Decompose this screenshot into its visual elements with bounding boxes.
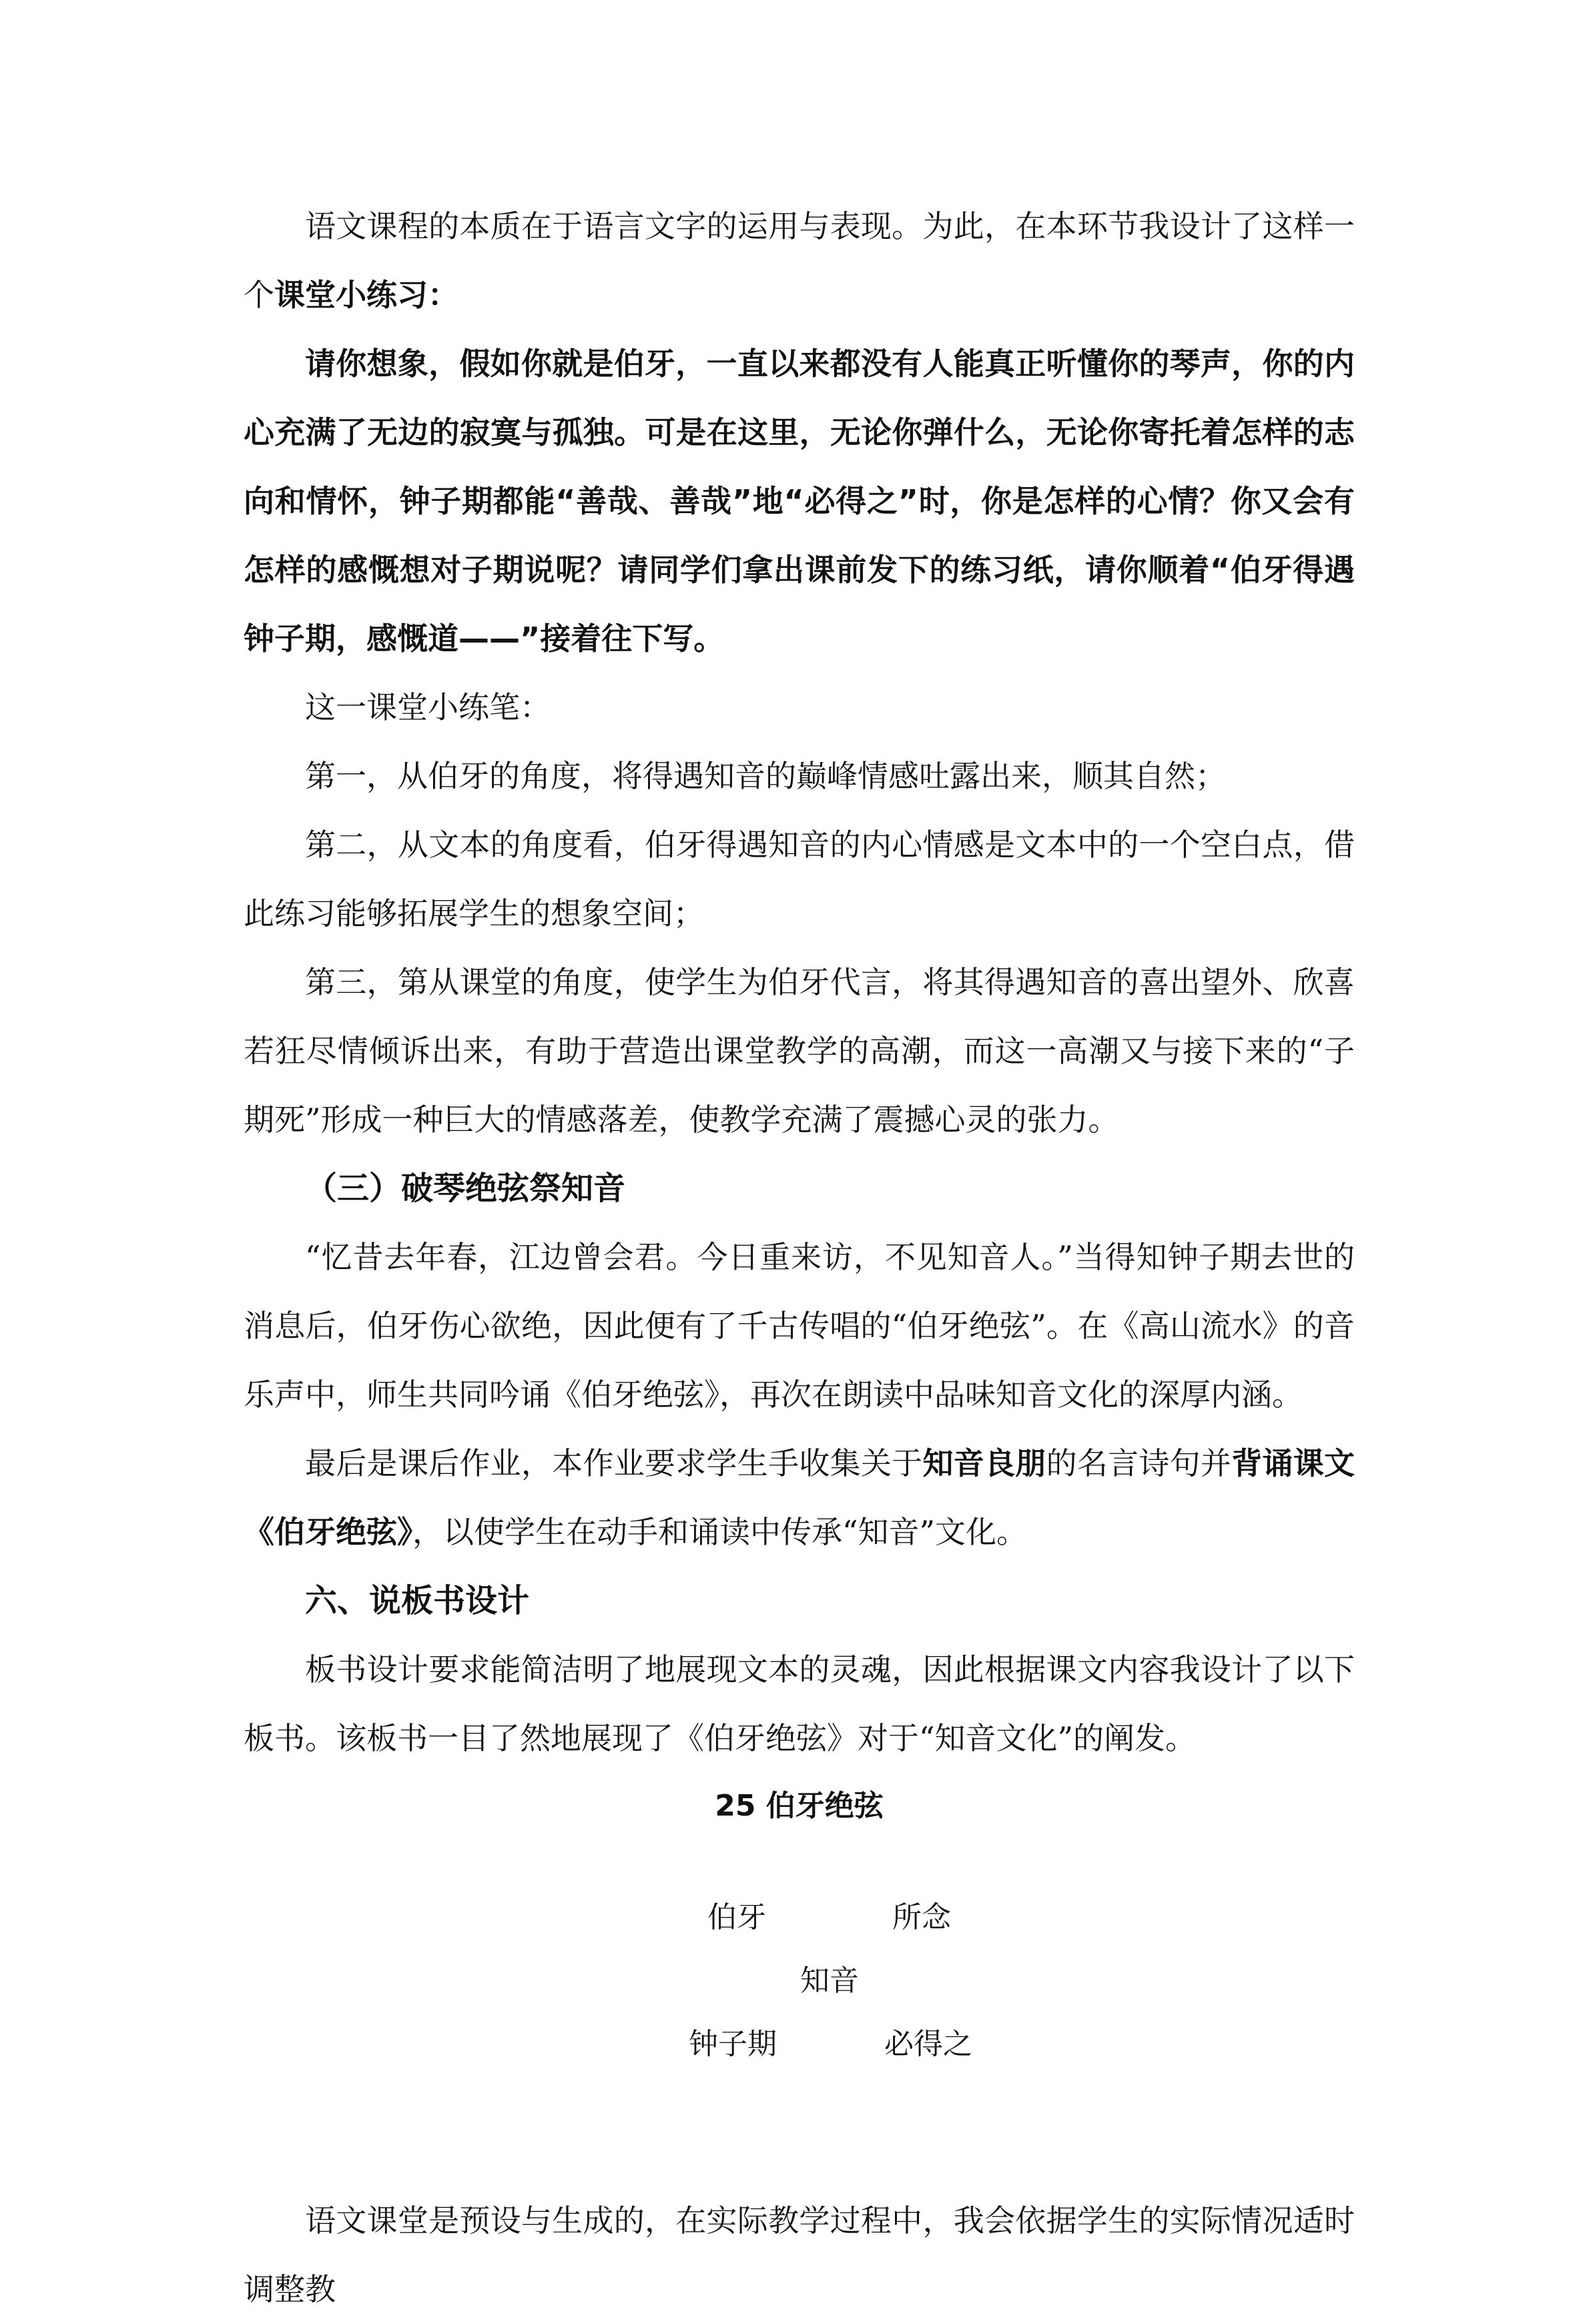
text: 语文课程的本质在于语言文字的运用与表现。为此，在本环节我设计了这样一个 <box>244 208 1355 313</box>
paragraph-point-2: 第二，从文本的角度看，伯牙得遇知音的内心情感是文本中的一个空白点，借此练习能够拓展学生的想象空间； <box>244 827 1355 931</box>
document-body <box>244 192 1355 2324</box>
text: 的名言诗句并 <box>1046 1445 1232 1481</box>
board-boya: 伯牙 <box>707 1900 766 1934</box>
board-zhiyin: 知音 <box>800 1964 859 1998</box>
board-bidezhi: 必得之 <box>884 2027 972 2061</box>
bold-text: 课堂小练习： <box>274 277 458 313</box>
board-suonian: 所念 <box>892 1900 951 1934</box>
bold-text: 背诵课文《伯牙绝弦》 <box>244 1445 1355 1550</box>
paragraph-point-3: 第三，第从课堂的角度，使学生为伯牙代言，将其得遇知音的喜出望外、欣喜若狂尽情倾诉出来，有助于营造出课堂教学的高潮，而这一高潮又与接下来的“子期死”形成一种巨大的情感落差，使教学充满了震撼心灵的张力。 <box>244 964 1355 1138</box>
text: ，以使学生在动手和诵读中传承“知音”文化。 <box>412 1514 1028 1550</box>
paragraph-intro <box>244 192 1355 330</box>
paragraph-board-design: 板书设计要求能简洁明了地展现文本的灵魂，因此根据课文内容我设计了以下板书。该板书一目了然地展现了《伯牙绝弦》对于“知音文化”的阐发。 <box>244 1651 1355 1756</box>
paragraph-point-1: 第一，从伯牙的角度，将得遇知音的巅峰情感吐露出来，顺其自然； <box>305 758 1226 794</box>
paragraph-homework <box>244 1429 1355 1567</box>
bold-text: 知音良朋 <box>922 1445 1046 1481</box>
paragraph-practice-intro: 这一课堂小练笔： <box>305 689 551 725</box>
board-zhongziqi: 钟子期 <box>689 2027 777 2061</box>
paragraph-poem: “忆昔去年春，江边曾会君。今日重来访，不见知音人。”当得知钟子期去世的消息后，伯牙伤心欲绝，因此便有了千古传唱的“伯牙绝弦”。在《高山流水》的音乐声中，师生共同吟诵《伯牙绝弦》，再次在朗读中品味知音文化的深厚内涵。 <box>244 1239 1355 1413</box>
board-diagram <box>244 1893 1355 2120</box>
paragraph-closing: 语文课堂是预设与生成的，在实际教学过程中，我会依据学生的实际情况适时调整教 <box>244 2203 1355 2307</box>
text: 最后是课后作业，本作业要求学生手收集关于 <box>305 1445 923 1481</box>
section-heading: 六、说板书设计 <box>305 1582 530 1619</box>
board-title: 25 伯牙绝弦 <box>715 1789 884 1823</box>
subsection-heading: （三）破琴绝弦祭知音 <box>305 1170 626 1207</box>
paragraph-exercise-prompt: 请你想象，假如你就是伯牙，一直以来都没有人能真正听懂你的琴声，你的内心充满了无边的寂寞与孤独。可是在这里，无论你弹什么，无论你寄托着怎样的志向和情怀，钟子期都能“善哉、善哉”地“必得之”时，你是怎样的心情？你又会有怎样的感慨想对子期说呢？请同学们拿出课前发下的练习纸，请你顺着“伯牙得遇钟子期，感慨道——”接着往下写。 <box>244 346 1355 657</box>
